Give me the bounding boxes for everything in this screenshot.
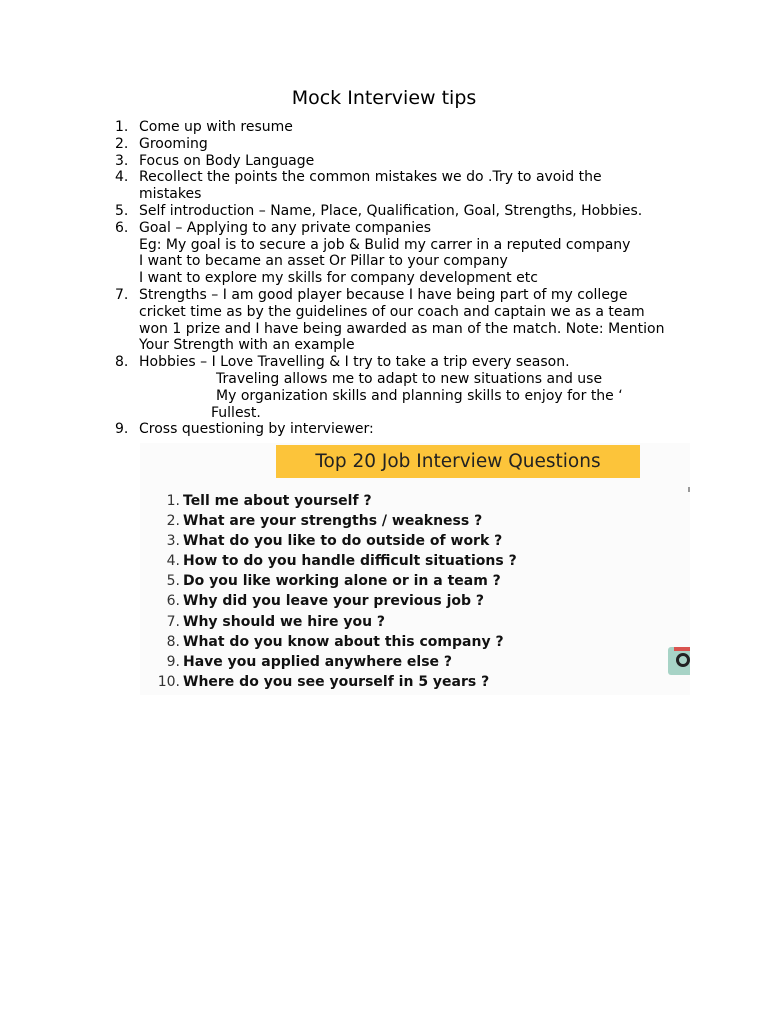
list-number: 4. [115,169,129,186]
list-item: 5. Do you like working alone or in a team ? [166,573,501,590]
list-number: 3. [115,152,129,169]
list-item: 6. Why did you leave your previous job ? [166,593,485,610]
list-item: 4. Recollect the points the common mistakes we do .Try to avoid the mistakes [115,169,602,203]
list-item: 6. Goal – Applying to any private companies Eg: My goal is to secure a job & Bulid my carrer in a reputed company I want to became an asset Or Pillar to your company I want to explore my skills for company development etc [115,219,631,287]
list-item: 7. Why should we hire you ? [166,613,386,630]
list-item: 9. Cross questioning by interviewer: [115,421,374,438]
list-number: 6. [115,219,129,236]
list-item: 9. Have you applied anywhere else ? [166,653,453,670]
list-item: 2. What are your strengths / weakness ? [166,513,483,530]
list-item: 8. What do you know about this company ? [166,633,504,650]
edge-mark [688,487,690,492]
list-number: 2. [115,135,129,152]
list-item: 3. Focus on Body Language [115,152,315,169]
list-item: 10. Where do you see yourself in 5 years ? [157,673,490,690]
clipboard-icon [668,647,690,675]
list-number: 1. [115,119,129,135]
list-number: 5. [115,202,129,219]
list-item: 2. Grooming [115,135,208,152]
list-item: 1. Tell me about yourself ? [166,493,372,509]
list-number: 9. [115,421,129,438]
interview-questions-image [140,443,690,695]
list-number: 7. [115,286,129,303]
questions-banner: Top 20 Job Interview Questions [276,445,640,478]
tips-list [0,119,679,438]
list-item: 3. What do you like to do outside of work ? [166,533,503,550]
list-item: 1. Come up with resume [115,119,293,135]
page-title: Mock Interview tips [291,87,477,109]
list-item: 4. How to do you handle difficult situations ? [166,553,517,570]
list-item: 5. Self introduction – Name, Place, Qualification, Goal, Strengths, Hobbies. [115,202,643,219]
list-item: 8. Hobbies – I Love Travelling & I try to take a trip every season. Traveling allows me to adapt to new situations and use My organization skills and planning skills to enjoy for the ‘ Fullest. [115,354,623,421]
questions-list [140,491,517,692]
list-item: 7. Strengths – I am good player because I have being part of my college cricket time as by the guidelines of our coach and captain we as a team won 1 prize and I have being awarded as man of the match. Note: Mention Your Strength with an example [115,286,665,354]
list-number: 8. [115,354,129,371]
